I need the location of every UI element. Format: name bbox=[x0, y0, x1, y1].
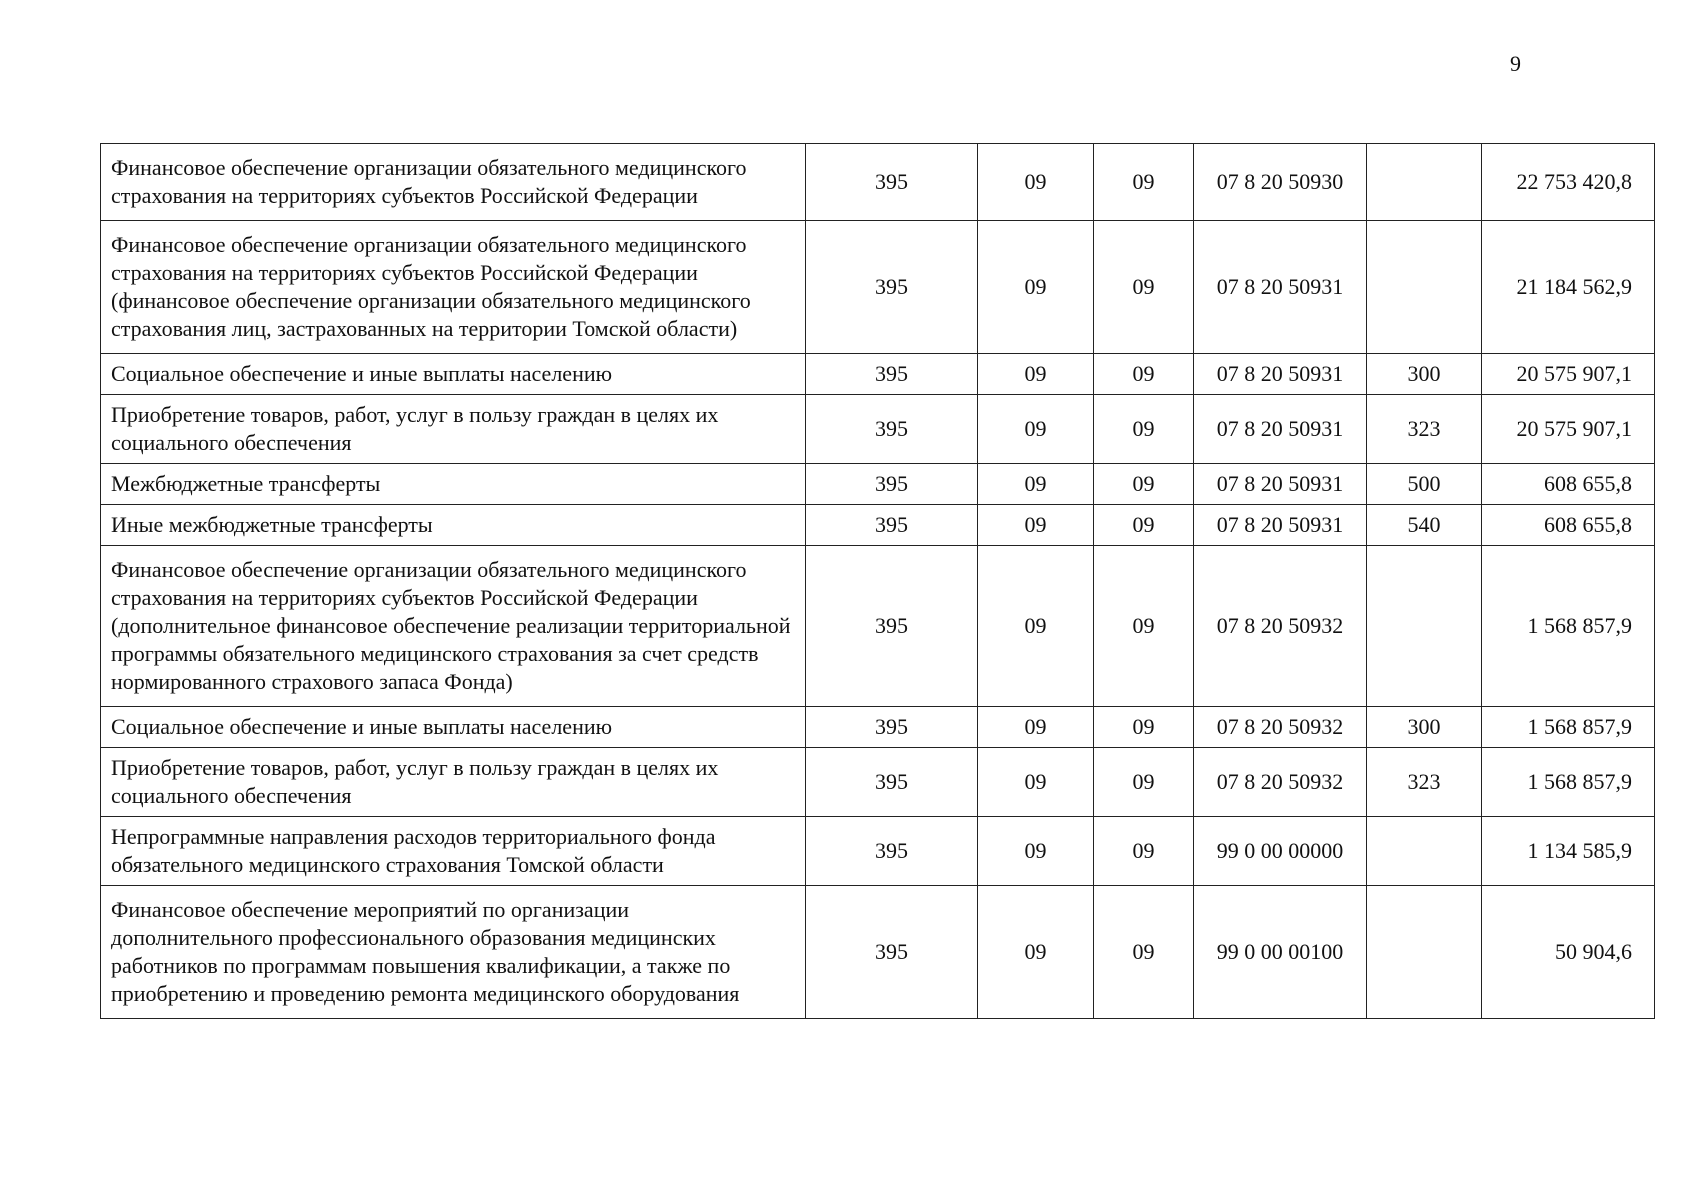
expense-type-cell bbox=[1367, 221, 1482, 354]
admin-code-cell: 395 bbox=[806, 546, 978, 707]
subsection-cell: 09 bbox=[1094, 354, 1194, 395]
section-cell: 09 bbox=[978, 546, 1094, 707]
amount-cell: 1 568 857,9 bbox=[1482, 546, 1655, 707]
target-article-cell: 07 8 20 50931 bbox=[1194, 505, 1367, 546]
amount-cell: 50 904,6 bbox=[1482, 886, 1655, 1019]
admin-code-cell: 395 bbox=[806, 505, 978, 546]
admin-code-cell: 395 bbox=[806, 886, 978, 1019]
subsection-cell: 09 bbox=[1094, 707, 1194, 748]
subsection-cell: 09 bbox=[1094, 505, 1194, 546]
admin-code-cell: 395 bbox=[806, 817, 978, 886]
row-name-cell: Межбюджетные трансферты bbox=[101, 464, 806, 505]
expense-type-cell: 323 bbox=[1367, 395, 1482, 464]
table-row bbox=[101, 221, 1655, 354]
section-cell: 09 bbox=[978, 707, 1094, 748]
subsection-cell: 09 bbox=[1094, 546, 1194, 707]
target-article-cell: 07 8 20 50931 bbox=[1194, 464, 1367, 505]
expense-type-cell bbox=[1367, 144, 1482, 221]
row-name-cell: Финансовое обеспечение организации обязательного медицинского страхования на территориях субъектов Российской Федерации bbox=[101, 144, 806, 221]
table-row bbox=[101, 546, 1655, 707]
expense-type-cell: 300 bbox=[1367, 707, 1482, 748]
table-row bbox=[101, 395, 1655, 464]
target-article-cell: 99 0 00 00000 bbox=[1194, 817, 1367, 886]
section-cell: 09 bbox=[978, 395, 1094, 464]
row-name-cell: Приобретение товаров, работ, услуг в пользу граждан в целях их социального обеспечения bbox=[101, 748, 806, 817]
subsection-cell: 09 bbox=[1094, 464, 1194, 505]
section-cell: 09 bbox=[978, 354, 1094, 395]
amount-cell: 608 655,8 bbox=[1482, 505, 1655, 546]
admin-code-cell: 395 bbox=[806, 354, 978, 395]
amount-cell: 21 184 562,9 bbox=[1482, 221, 1655, 354]
table-row bbox=[101, 886, 1655, 1019]
admin-code-cell: 395 bbox=[806, 221, 978, 354]
table-row bbox=[101, 748, 1655, 817]
amount-cell: 1 568 857,9 bbox=[1482, 707, 1655, 748]
row-name-cell: Социальное обеспечение и иные выплаты населению bbox=[101, 707, 806, 748]
section-cell: 09 bbox=[978, 886, 1094, 1019]
target-article-cell: 07 8 20 50932 bbox=[1194, 707, 1367, 748]
table-row bbox=[101, 817, 1655, 886]
row-name-cell: Иные межбюджетные трансферты bbox=[101, 505, 806, 546]
row-name-cell: Социальное обеспечение и иные выплаты населению bbox=[101, 354, 806, 395]
subsection-cell: 09 bbox=[1094, 748, 1194, 817]
target-article-cell: 07 8 20 50932 bbox=[1194, 748, 1367, 817]
admin-code-cell: 395 bbox=[806, 748, 978, 817]
section-cell: 09 bbox=[978, 464, 1094, 505]
amount-cell: 20 575 907,1 bbox=[1482, 354, 1655, 395]
target-article-cell: 07 8 20 50931 bbox=[1194, 354, 1367, 395]
table-row bbox=[101, 464, 1655, 505]
table-row bbox=[101, 505, 1655, 546]
row-name-cell: Непрограммные направления расходов территориального фонда обязательного медицинского страхования Томской области bbox=[101, 817, 806, 886]
amount-cell: 20 575 907,1 bbox=[1482, 395, 1655, 464]
table-row bbox=[101, 707, 1655, 748]
admin-code-cell: 395 bbox=[806, 395, 978, 464]
page-number: 9 bbox=[1510, 51, 1521, 76]
expense-type-cell bbox=[1367, 546, 1482, 707]
target-article-cell: 07 8 20 50930 bbox=[1194, 144, 1367, 221]
admin-code-cell: 395 bbox=[806, 707, 978, 748]
section-cell: 09 bbox=[978, 505, 1094, 546]
subsection-cell: 09 bbox=[1094, 886, 1194, 1019]
subsection-cell: 09 bbox=[1094, 395, 1194, 464]
row-name-cell: Финансовое обеспечение организации обязательного медицинского страхования на территориях субъектов Российской Федерации (финансовое обеспечение организации обязательного медицинского страхования лиц, застрахованных на территории Томской области) bbox=[101, 221, 806, 354]
section-cell: 09 bbox=[978, 817, 1094, 886]
subsection-cell: 09 bbox=[1094, 817, 1194, 886]
amount-cell: 1 568 857,9 bbox=[1482, 748, 1655, 817]
admin-code-cell: 395 bbox=[806, 464, 978, 505]
budget-table bbox=[100, 143, 1655, 1019]
expense-type-cell: 323 bbox=[1367, 748, 1482, 817]
target-article-cell: 99 0 00 00100 bbox=[1194, 886, 1367, 1019]
amount-cell: 22 753 420,8 bbox=[1482, 144, 1655, 221]
table-row bbox=[101, 354, 1655, 395]
subsection-cell: 09 bbox=[1094, 221, 1194, 354]
row-name-cell: Приобретение товаров, работ, услуг в пользу граждан в целях их социального обеспечения bbox=[101, 395, 806, 464]
expense-type-cell bbox=[1367, 817, 1482, 886]
expense-type-cell: 540 bbox=[1367, 505, 1482, 546]
amount-cell: 1 134 585,9 bbox=[1482, 817, 1655, 886]
target-article-cell: 07 8 20 50932 bbox=[1194, 546, 1367, 707]
row-name-cell: Финансовое обеспечение организации обязательного медицинского страхования на территориях субъектов Российской Федерации (дополнительное финансовое обеспечение реализации территориальной программы обязательного медицинского страхования за счет средств нормированного страхового запаса Фонда) bbox=[101, 546, 806, 707]
table-row bbox=[101, 144, 1655, 221]
row-name-cell: Финансовое обеспечение мероприятий по организации дополнительного профессионального образования медицинских работников по программам повышения квалификации, а также по приобретению и проведению ремонта медицинского оборудования bbox=[101, 886, 806, 1019]
expense-type-cell: 500 bbox=[1367, 464, 1482, 505]
target-article-cell: 07 8 20 50931 bbox=[1194, 395, 1367, 464]
subsection-cell: 09 bbox=[1094, 144, 1194, 221]
target-article-cell: 07 8 20 50931 bbox=[1194, 221, 1367, 354]
section-cell: 09 bbox=[978, 221, 1094, 354]
section-cell: 09 bbox=[978, 748, 1094, 817]
expense-type-cell bbox=[1367, 886, 1482, 1019]
section-cell: 09 bbox=[978, 144, 1094, 221]
expense-type-cell: 300 bbox=[1367, 354, 1482, 395]
amount-cell: 608 655,8 bbox=[1482, 464, 1655, 505]
admin-code-cell: 395 bbox=[806, 144, 978, 221]
